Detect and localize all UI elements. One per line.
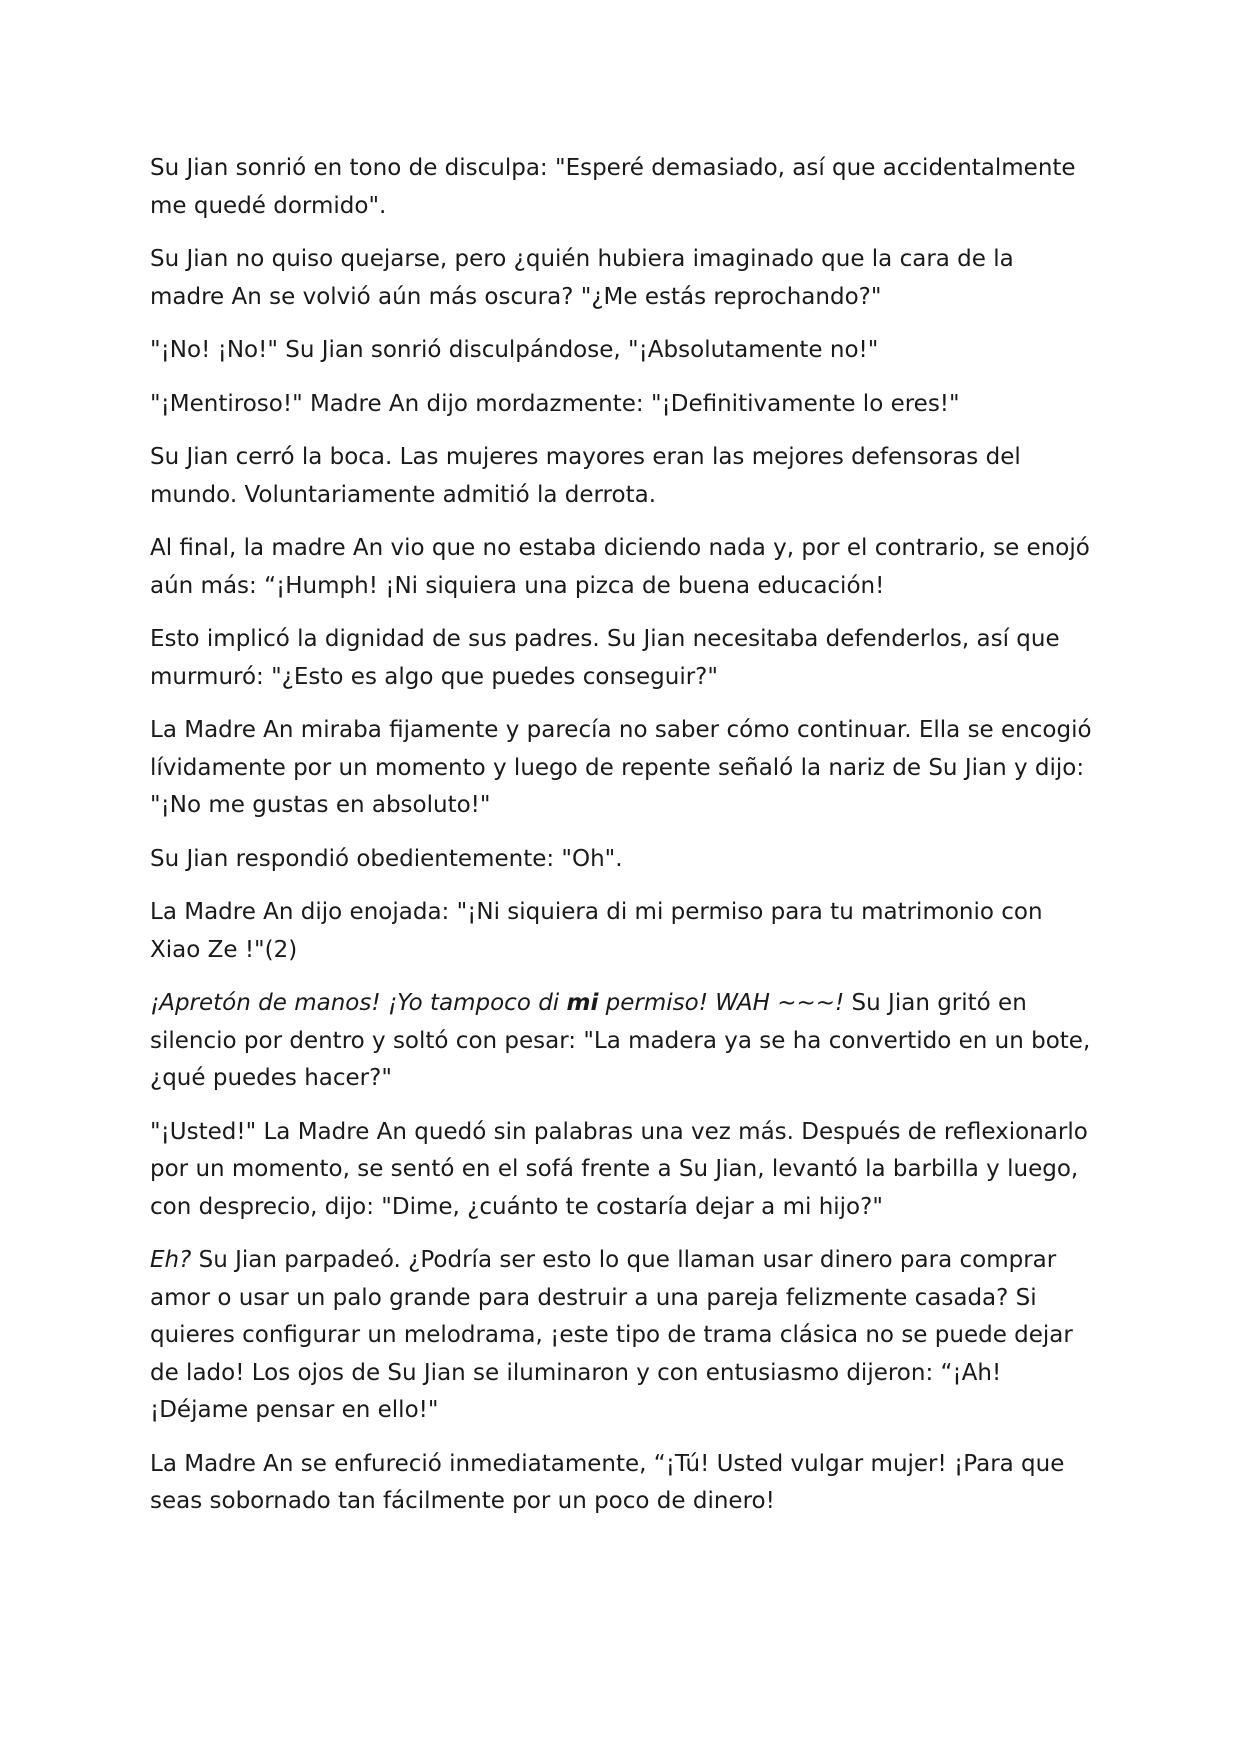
paragraph-13-rest: Su Jian parpadeó. ¿Podría ser esto lo que llaman usar dinero para comprar amor o usar un palo grande para destruir a una pareja felizmente casada? Si quieres configurar un melodrama, ¡este tipo de trama clásica no se puede dejar de lado! Los ojos de Su Jian se iluminaron y con entusiasmo dijeron: “¡Ah! ¡Déjame pensar en ello!": [150, 1247, 1073, 1423]
paragraph-11-rest: Su Jian gritó en silencio por dentro y soltó con pesar: "La madera ya se ha convertido en un bote, ¿qué puedes hacer?": [150, 990, 1091, 1091]
paragraph-3: "¡No! ¡No!" Su Jian sonrió disculpándose, "¡Absolutamente no!": [150, 337, 879, 363]
paragraph-2: Su Jian no quiso quejarse, pero ¿quién hubiera imaginado que la cara de la madre An se volvió aún más oscura? "¿Me estás reprochando?": [150, 246, 1014, 310]
paragraph-1: Su Jian sonrió en tono de disculpa: "Esperé demasiado, así que accidentalmente me quedé dormido".: [150, 155, 1076, 219]
paragraph-9: Su Jian respondió obedientemente: "Oh".: [150, 845, 623, 872]
emphasis-word: mi: [566, 990, 599, 1016]
paragraph-13: [150, 1242, 1095, 1430]
paragraph-4: "¡Mentiroso!" Madre An dijo mordazmente: "¡Definitivamente lo eres!": [150, 390, 960, 417]
inner-thought-before: ¡Apretón de manos! ¡Yo tampoco di: [150, 990, 567, 1016]
paragraph-12: "¡Usted!" La Madre An quedó sin palabras una vez más. Después de reflexionarlo por un momento, se sentó en el sofá frente a Su Jian, levantó la barbilla y luego, con desprecio, dijo: "Dime, ¿cuánto te costaría dejar a mi hijo?": [150, 1118, 1088, 1220]
paragraph-11: [150, 985, 1095, 1098]
paragraph-7: Esto implicó la dignidad de sus padres. Su Jian necesitaba defenderlos, así que murmuró: "¿Esto es algo que puedes conseguir?": [150, 626, 1060, 690]
document-body: [150, 150, 1095, 1537]
paragraph-14: La Madre An se enfureció inmediatamente, “¡Tú! Usted vulgar mujer! ¡Para que seas sobornado tan fácilmente por un poco de dinero!: [150, 1450, 1065, 1514]
paragraph-8: La Madre An miraba fijamente y parecía no saber cómo continuar. Ella se encogió lívidamente por un momento y luego de repente señaló la nariz de Su Jian y dijo: "¡No me gustas en absoluto!": [150, 717, 1092, 818]
paragraph-5: Su Jian cerró la boca. Las mujeres mayores eran las mejores defensoras del mundo. Voluntariamente admitió la derrota.: [150, 444, 1021, 508]
paragraph-6: Al final, la madre An vio que no estaba diciendo nada y, por el contrario, se enojó aún más: “¡Humph! ¡Ni siquiera una pizca de buena educación!: [150, 535, 1090, 599]
inner-thought: [150, 990, 844, 1016]
interjection: Eh?: [150, 1247, 192, 1273]
inner-thought-after: permiso! WAH ~~~!: [598, 990, 845, 1016]
paragraph-10: La Madre An dijo enojada: "¡Ni siquiera di mi permiso para tu matrimonio con Xiao Ze !"(2): [150, 899, 1043, 963]
